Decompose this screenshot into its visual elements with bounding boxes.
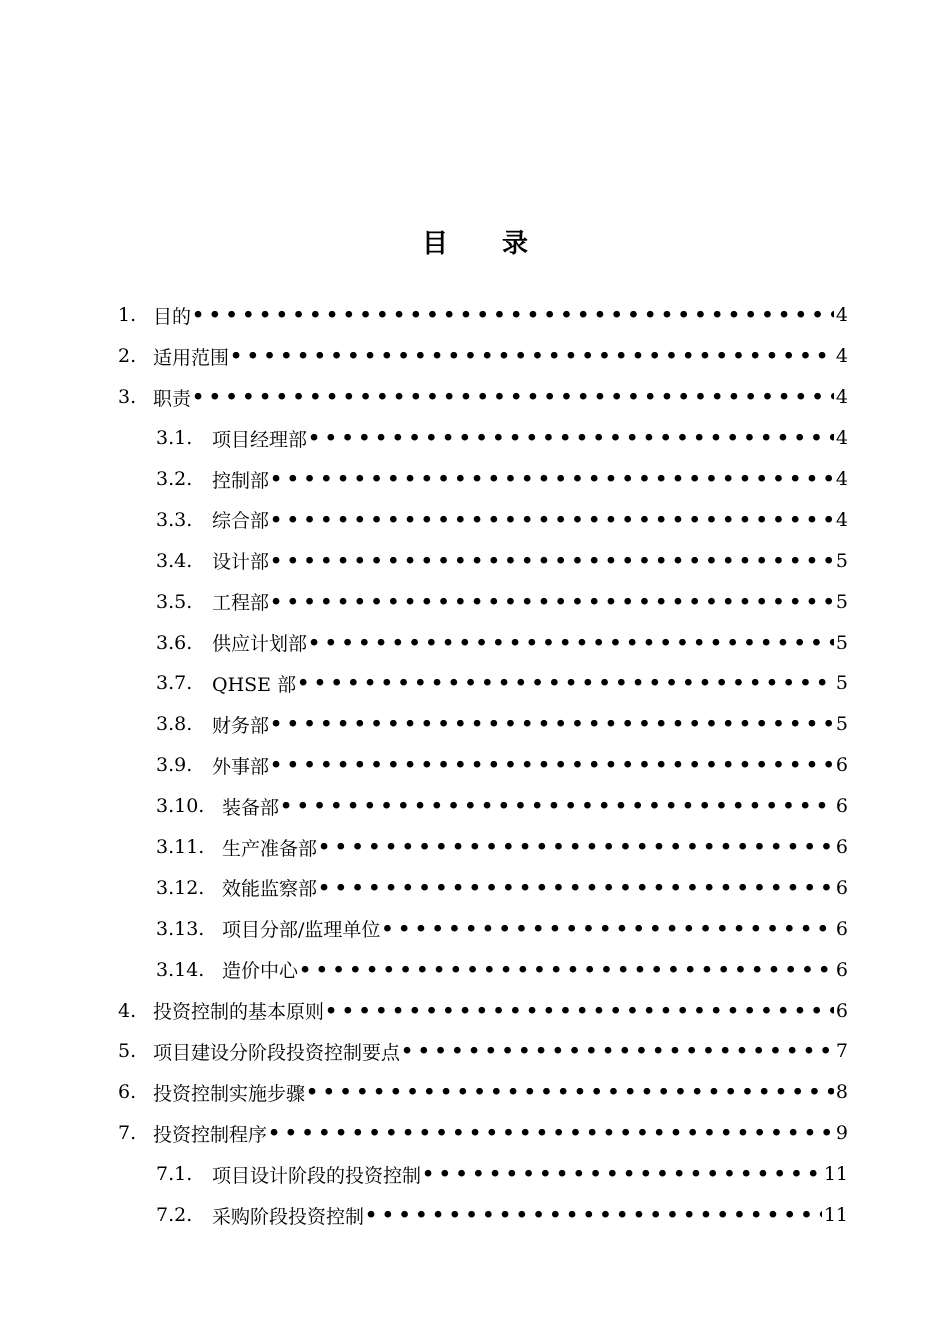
toc-entry[interactable]	[118, 336, 848, 377]
toc-entry[interactable]	[118, 418, 848, 459]
toc-entry-number: 3.1.	[156, 427, 193, 450]
toc-entry-number: 3.12.	[156, 876, 205, 899]
toc-dot-leader	[270, 591, 834, 613]
toc-entry[interactable]	[118, 990, 848, 1031]
toc-entry[interactable]	[118, 295, 848, 336]
toc-entry-number: 7.2.	[156, 1204, 193, 1227]
toc-entry-number: 3.	[118, 386, 137, 409]
toc-entry[interactable]	[118, 1113, 848, 1154]
toc-entry-page-number: 7	[835, 1040, 848, 1063]
toc-entry-page-number: 5	[835, 672, 848, 695]
toc-entry[interactable]	[118, 745, 848, 786]
toc-dot-leader	[422, 1163, 822, 1185]
toc-dot-leader	[325, 1000, 834, 1022]
toc-entry-number: 7.1.	[156, 1163, 193, 1186]
toc-entry[interactable]	[118, 1154, 848, 1195]
toc-dot-leader	[280, 795, 834, 817]
toc-entry-title: 工程部	[212, 592, 270, 615]
toc-entry-number: 3.14.	[156, 958, 205, 981]
toc-entry-title: 供应计划部	[212, 633, 308, 656]
toc-entry-title: 综合部	[212, 510, 270, 533]
toc-entry-number: 3.13.	[156, 917, 205, 940]
toc-entry-page-number: 4	[835, 427, 848, 450]
toc-entry-page-number: 6	[835, 836, 848, 859]
toc-dot-leader	[401, 1040, 834, 1062]
toc-entry[interactable]	[118, 459, 848, 500]
toc-entry[interactable]	[118, 377, 848, 418]
toc-entry-page-number: 4	[835, 508, 848, 531]
toc-entry-number: 5.	[118, 1040, 137, 1063]
toc-entry-page-number: 6	[835, 754, 848, 777]
toc-dot-leader	[192, 386, 834, 408]
toc-dot-leader	[230, 345, 834, 367]
toc-entry-number: 3.2.	[156, 468, 193, 490]
toc-entry[interactable]	[118, 1031, 848, 1072]
toc-entry[interactable]	[118, 540, 848, 581]
toc-entry-page-number: 6	[835, 917, 848, 940]
toc-entry-number: 3.11.	[156, 836, 205, 859]
toc-dot-leader	[318, 877, 834, 899]
toc-entry-title: 投资控制实施步骤	[153, 1082, 306, 1105]
toc-entry[interactable]	[118, 499, 848, 540]
toc-entry-title: 控制部	[212, 469, 270, 492]
toc-entry-number: 7.	[118, 1122, 137, 1145]
toc-entry-number: 3.9.	[156, 754, 193, 777]
toc-entry-number: 6.	[118, 1081, 137, 1104]
toc-entry-page-number: 4	[835, 468, 848, 490]
toc-dot-leader	[365, 1204, 822, 1226]
toc-entry-page-number: 5	[835, 713, 848, 736]
toc-entry-page-number: 6	[835, 876, 848, 899]
toc-entry-page-number: 6	[835, 795, 848, 818]
toc-dot-leader	[297, 672, 834, 694]
toc-entry-page-number: 4	[835, 304, 848, 327]
toc-entry-title: 造价中心	[222, 960, 299, 983]
toc-title-char: 录	[502, 229, 529, 259]
toc-entry-title: 设计部	[212, 551, 270, 574]
toc-dot-leader	[299, 959, 834, 981]
toc-entry-page-number: 5	[835, 549, 848, 572]
toc-entry[interactable]	[118, 949, 848, 990]
toc-dot-leader	[192, 304, 834, 326]
toc-entry-title: 项目分部/监理单位	[222, 919, 381, 942]
toc-entry-title: 项目设计阶段的投资控制	[212, 1164, 422, 1187]
toc-entry-number: 1.	[118, 304, 137, 327]
toc-entry-number: 3.7.	[156, 672, 193, 695]
toc-entry-page-number: 5	[835, 631, 848, 654]
toc-entry-number: 3.4.	[156, 549, 193, 572]
toc-entry[interactable]	[118, 663, 848, 704]
toc-entry-title: QHSE 部	[212, 673, 297, 696]
toc-entry-title: 效能监察部	[222, 878, 318, 901]
toc-entry-title: 采购阶段投资控制	[212, 1205, 365, 1228]
toc-dot-leader	[270, 509, 834, 531]
toc-entry[interactable]	[118, 622, 848, 663]
toc-entry-page-number: 5	[835, 590, 848, 613]
toc-dot-leader	[270, 713, 834, 735]
toc-entry-page-number: 6	[835, 958, 848, 981]
toc-entry-title: 项目建设分阶段投资控制要点	[153, 1041, 401, 1064]
toc-entry[interactable]	[118, 581, 848, 622]
toc-dot-leader	[270, 468, 834, 490]
toc-entry-title: 生产准备部	[222, 837, 318, 860]
toc-dot-leader	[268, 1122, 834, 1144]
toc-entry-title: 目的	[153, 305, 192, 328]
toc-entry[interactable]	[118, 786, 848, 827]
toc-entry-number: 3.6.	[156, 631, 193, 654]
toc-entry[interactable]	[118, 704, 848, 745]
toc-entry-page-number: 11	[823, 1204, 848, 1227]
toc-entry-number: 4.	[118, 999, 137, 1022]
toc-entry-number: 3.10.	[156, 795, 205, 818]
toc-title-char: 目	[421, 229, 448, 259]
toc-entry-page-number: 9	[835, 1122, 848, 1145]
toc-entry[interactable]	[118, 827, 848, 868]
toc-dot-leader	[270, 754, 834, 776]
toc-entry[interactable]	[118, 908, 848, 949]
toc-entry-number: 2.	[118, 345, 137, 368]
toc-entry-page-number: 4	[835, 386, 848, 409]
toc-dot-leader	[306, 1081, 834, 1103]
toc-dot-leader	[381, 918, 834, 940]
toc-entry-title: 职责	[153, 387, 192, 410]
toc-list	[118, 295, 848, 1235]
toc-entry-number: 3.8.	[156, 713, 193, 736]
toc-entry-page-number: 8	[835, 1081, 848, 1104]
toc-title	[0, 224, 950, 264]
toc-entry-title: 投资控制的基本原则	[153, 1001, 325, 1024]
toc-entry-page-number: 11	[823, 1163, 848, 1186]
toc-entry-number: 3.5.	[156, 590, 193, 613]
toc-dot-leader	[308, 427, 834, 449]
toc-entry-page-number: 6	[835, 999, 848, 1022]
toc-entry-title: 适用范围	[153, 346, 230, 369]
toc-entry-title: 装备部	[222, 796, 280, 819]
toc-entry[interactable]	[118, 867, 848, 908]
toc-entry-title: 财务部	[212, 714, 270, 737]
toc-entry-title: 投资控制程序	[153, 1123, 268, 1146]
toc-dot-leader	[270, 550, 834, 572]
toc-entry-page-number: 4	[835, 345, 848, 368]
toc-entry[interactable]	[118, 1072, 848, 1113]
toc-dot-leader	[318, 836, 834, 858]
toc-entry-title: 项目经理部	[212, 428, 308, 451]
toc-entry-title: 外事部	[212, 755, 270, 778]
toc-entry[interactable]	[118, 1195, 848, 1236]
toc-entry-number: 3.3.	[156, 508, 193, 531]
toc-dot-leader	[308, 632, 834, 654]
